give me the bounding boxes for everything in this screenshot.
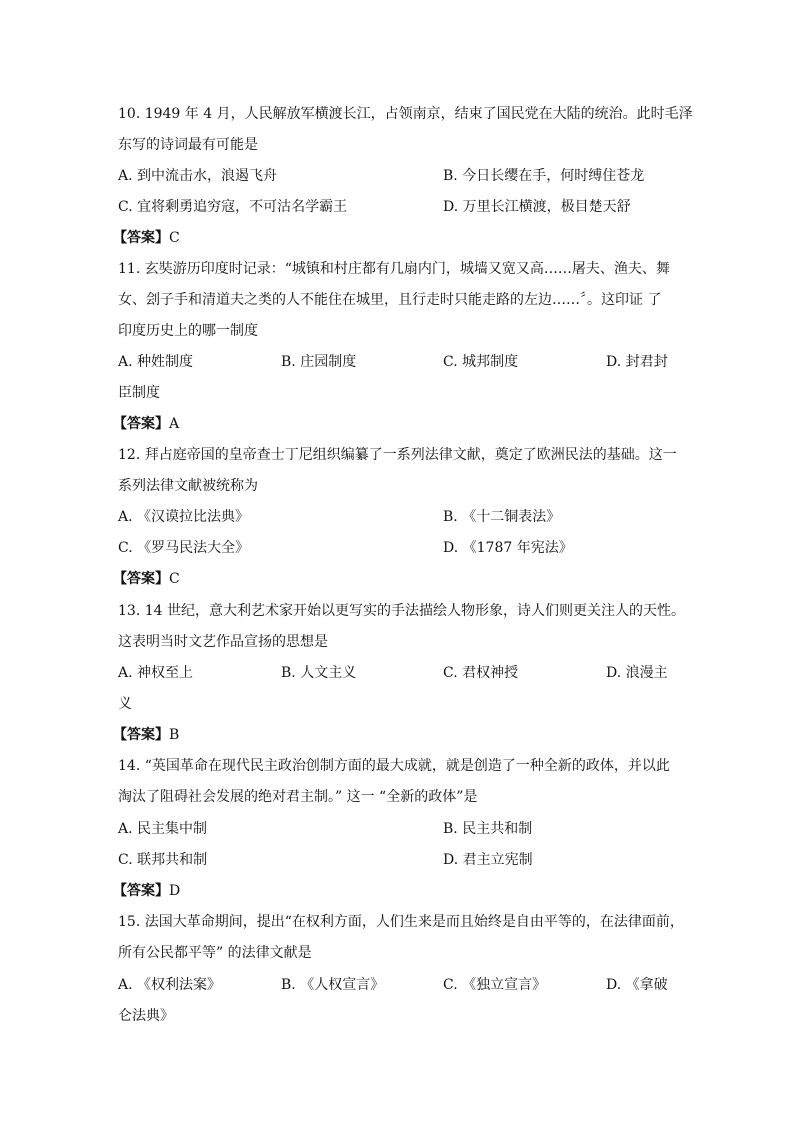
q14-stem-line-2: 淘汰了阻碍社会发展的绝对君主制。” 这一 “全新的政体”是 bbox=[118, 789, 478, 805]
q15-stem-line-2: 所有公民都平等” 的法律文献是 bbox=[118, 945, 312, 961]
q12-option-a: A. 《汉谟拉比法典》 bbox=[118, 509, 250, 525]
q10-answer bbox=[113, 228, 180, 248]
q10-option-c: C. 宜将剩勇追穷寇，不可沽名学霸王 bbox=[118, 199, 348, 215]
answer-value: C bbox=[169, 230, 180, 246]
q13-answer bbox=[113, 725, 179, 745]
q11-answer bbox=[113, 414, 179, 434]
q14-answer bbox=[113, 881, 180, 901]
q15-option-b: B. 《人权宣言》 bbox=[281, 977, 385, 993]
q11-stem-line-2: 女、刽子手和清道夫之类的人不能住在城里，且行走时只能走路的左边……〞。这印证 了 bbox=[118, 292, 662, 308]
q11-option-c: C. 城邦制度 bbox=[443, 354, 519, 370]
q12-stem-line-2: 系列法律文献被统称为 bbox=[118, 478, 258, 494]
q12-option-b: B. 《十二铜表法》 bbox=[443, 509, 561, 525]
answer-value: B bbox=[169, 727, 180, 743]
answer-label: 【答案】 bbox=[113, 416, 169, 432]
q13-stem-line-2: 这表明当时文艺作品宣扬的思想是 bbox=[118, 634, 328, 650]
q11-stem-line-3: 印度历史上的哪一制度 bbox=[118, 323, 258, 339]
q13-option-d-wrap: 义 bbox=[118, 696, 132, 712]
q14-option-d: D. 君主立宪制 bbox=[443, 852, 533, 868]
answer-label: 【答案】 bbox=[113, 571, 169, 587]
answer-label: 【答案】 bbox=[113, 727, 169, 743]
q14-option-c: C. 联邦共和制 bbox=[118, 852, 208, 868]
q10-option-a: A. 到中流击水，浪遏飞舟 bbox=[118, 168, 278, 184]
q13-option-d: D. 浪漫主 bbox=[606, 665, 668, 681]
q10-stem-line-2: 东写的诗词最有可能是 bbox=[118, 137, 258, 153]
answer-value: A bbox=[169, 416, 180, 432]
answer-label: 【答案】 bbox=[113, 230, 169, 246]
q11-stem-line-1: 11. 玄奘游历印度时记录：“城镇和村庄都有几扇内门，城墙又宽又高……屠夫、渔夫、舞 bbox=[118, 261, 670, 277]
q12-option-d: D. 《1787 年宪法》 bbox=[443, 540, 573, 556]
q13-option-b: B. 人文主义 bbox=[281, 665, 357, 681]
q15-stem-line-1: 15. 法国大革命期间，提出“在权利方面，人们生来是而且始终是自由平等的，在法律面前， bbox=[118, 914, 684, 930]
q12-answer bbox=[113, 569, 180, 589]
q13-option-c: C. 君权神授 bbox=[443, 665, 519, 681]
q11-option-a: A. 种姓制度 bbox=[118, 354, 194, 370]
q10-stem-line-1: 10. 1949 年 4 月，人民解放军横渡长江，占领南京，结束了国民党在大陆的统治。此时毛泽 bbox=[118, 106, 693, 122]
answer-value: C bbox=[169, 571, 180, 587]
q11-option-d: D. 封君封 bbox=[606, 354, 668, 370]
q13-stem-line-1: 13. 14 世纪，意大利艺术家开始以更写实的手法描绘人物形象，诗人们则更关注人的天性。 bbox=[118, 603, 685, 619]
q15-option-c: C. 《独立宣言》 bbox=[443, 977, 547, 993]
q15-option-d: D. 《拿破 bbox=[606, 977, 668, 993]
q12-option-c: C. 《罗马民法大全》 bbox=[118, 540, 250, 556]
q14-option-a: A. 民主集中制 bbox=[118, 821, 208, 837]
q15-option-a: A. 《权利法案》 bbox=[118, 977, 222, 993]
q15-option-d-wrap: 仑法典》 bbox=[118, 1008, 174, 1024]
q14-option-b: B. 民主共和制 bbox=[443, 821, 533, 837]
q10-option-b: B. 今日长缨在手，何时缚住苍龙 bbox=[443, 168, 645, 184]
q11-option-d-wrap: 臣制度 bbox=[118, 385, 160, 401]
answer-value: D bbox=[169, 883, 181, 899]
q12-stem-line-1: 12. 拜占庭帝国的皇帝查士丁尼组织编纂了一系列法律文献，奠定了欧洲民法的基础。这一 bbox=[118, 447, 677, 463]
q14-stem-line-1: 14. “英国革命在现代民主政治创制方面的最大成就，就是创造了一种全新的政体，并以此 bbox=[118, 758, 670, 774]
q11-option-b: B. 庄园制度 bbox=[281, 354, 357, 370]
q10-option-d: D. 万里长江横渡，极目楚天舒 bbox=[443, 199, 631, 215]
answer-label: 【答案】 bbox=[113, 883, 169, 899]
q13-option-a: A. 神权至上 bbox=[118, 665, 194, 681]
